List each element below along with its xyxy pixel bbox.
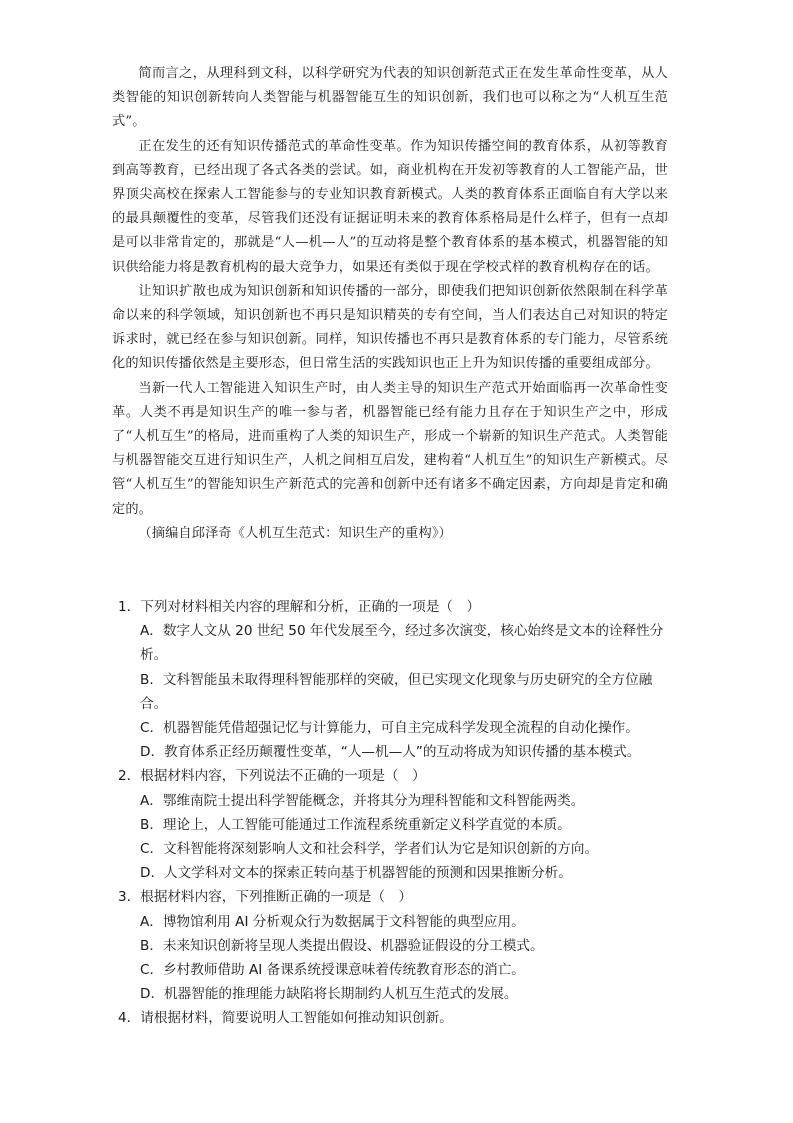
paragraph: 简而言之，从理科到文科，以科学研究为代表的知识创新范式正在发生革命性变革，从人类智能的知识创新转向人类智能与机器智能互生的知识创新，我们也可以称之为“人机互生范式”。 — [112, 66, 668, 130]
question-stem: 3．根据材料内容，下列推断正确的一项是（ ） — [118, 889, 413, 906]
option-a: A．鄂维南院士提出科学智能概念，并将其分为理科智能和文科智能两类。 — [140, 792, 585, 809]
option-d: D．机器智能的推理能力缺陷将长期制约人机互生范式的发展。 — [140, 986, 518, 1003]
paragraph: 让知识扩散也成为知识创新和知识传播的一部分，即使我们把知识创新依然限制在科学革命以来的科学领域，知识创新也不再只是知识精英的专有空间，当人们表达自己对知识的特定诉求时，就已经在参与知识创新。同样，知识传播也不再只是教育体系的专门能力，尽管系统化的知识传播依然是主要形态，但日常生活的实践知识也正上升为知识传播的重要组成部分。 — [112, 283, 668, 372]
option-b: B．理论上，人工智能可能通过工作流程系统重新定义科学直觉的本质。 — [140, 816, 571, 833]
question-stem: 1．下列对材料相关内容的理解和分析，正确的一项是（ ） — [118, 599, 481, 615]
question-stem: 2．根据材料内容，下列说法不正确的一项是（ ） — [118, 768, 426, 785]
question-stem: 4．请根据材料，简要说明人工智能如何推动知识创新。 — [118, 1010, 453, 1027]
option-a: A．博物馆利用 AI 分析观众行为数据属于文科智能的典型应用。 — [140, 913, 525, 930]
question — [118, 1006, 678, 1030]
question — [118, 764, 678, 885]
question — [118, 885, 678, 1006]
paragraph: 正在发生的还有知识传播范式的革命性变革。作为知识传播空间的教育体系，从初等教育到高等教育，已经出现了各式各类的尝试。如，商业机构在开发初等教育的人工智能产品，世界顶尖高校在探索人工智能参与的专业知识教育新模式。人类的教育体系正面临自有大学以来的最具颠覆性的变革，尽管我们还没有证据证明未来的教育体系格局是什么样子，但有一点却是可以非常肯定的，那就是“人—机—人”的互动将是整个教育体系的基本模式，机器智能的知识供给能力将是教育机构的最大竞争力，如果还有类似于现在学校式样的教育机构存在的话。 — [112, 138, 668, 275]
option-a: A．数字人文从 20 世纪 50 年代发展至今，经过多次演变，核心始终是文本的诠释性分析。 — [140, 623, 664, 664]
option-d: D．人文学科对文本的探索正转向基于机器智能的预测和因果推断分析。 — [140, 865, 572, 882]
option-d: D．教育体系正经历颠覆性变革，“人—机—人”的互动将成为知识传播的基本模式。 — [140, 744, 641, 761]
reading-passage — [112, 62, 668, 546]
source-citation: （摘编自邱泽奇《人机互生范式：知识生产的重构》） — [138, 525, 452, 541]
paragraph: 当新一代人工智能进入知识生产时，由人类主导的知识生产范式开始面临再一次革命性变革。人类不再是知识生产的唯一参与者，机器智能已经有能力且存在于知识生产之中，形成了“人机互生”的格局，进而重构了人类的知识生产，形成一个崭新的知识生产范式。人类智能与机器智能交互进行知识生产，人机之间相互启发，建构着“人机互生”的知识生产新模式。尽管“人机互生”的智能知识生产新范式的完善和创新中还有诸多不确定因素，方向却是肯定和确定的。 — [112, 380, 668, 517]
option-b: B．文科智能虽未取得理科智能那样的突破，但已实现文化现象与历史研究的全方位融合。 — [140, 671, 653, 712]
option-c: C．机器智能凭借超强记忆与计算能力，可自主完成科学发现全流程的自动化操作。 — [140, 720, 639, 737]
question-list — [118, 595, 678, 1031]
option-c: C．乡村教师借助 AI 备课系统授课意味着传统教育形态的消亡。 — [140, 962, 525, 979]
option-b: B．未来知识创新将呈现人类提出假设、机器验证假设的分工模式。 — [140, 937, 544, 954]
question — [118, 595, 678, 764]
option-c: C．文科智能将深刻影响人文和社会科学，学者们认为它是知识创新的方向。 — [140, 841, 599, 858]
